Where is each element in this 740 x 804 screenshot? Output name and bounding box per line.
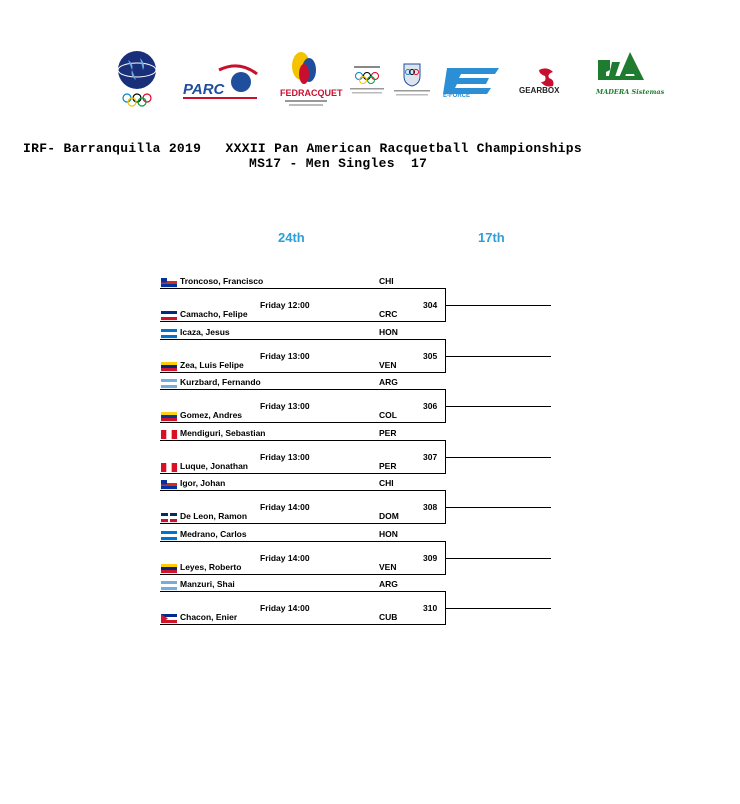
fedracquet-logo-text: FEDRACQUET bbox=[280, 88, 343, 98]
player-row bbox=[160, 309, 445, 322]
winner-line bbox=[445, 558, 551, 559]
player-name: Zea, Luis Felipe bbox=[180, 360, 244, 370]
round-header-second: 17th bbox=[478, 230, 505, 245]
flag-per-icon bbox=[161, 463, 177, 472]
match-number: 308 bbox=[423, 502, 438, 512]
flag-dom-icon bbox=[161, 513, 177, 522]
flag-hon-icon bbox=[161, 531, 177, 540]
player-name: Mendiguri, Sebastian bbox=[180, 428, 266, 438]
player-row bbox=[160, 276, 445, 289]
player-row bbox=[160, 377, 445, 390]
flag-per-icon bbox=[161, 430, 177, 439]
player-row bbox=[160, 529, 445, 542]
player-row bbox=[160, 327, 445, 340]
player-name: Luque, Jonathan bbox=[180, 461, 248, 471]
match-time: Friday 14:00 bbox=[260, 553, 310, 563]
match-time: Friday 13:00 bbox=[260, 401, 310, 411]
tournament-title: IRF- Barranquilla 2019 XXXII Pan American Racquetball Championships bbox=[23, 141, 582, 156]
winner-line bbox=[445, 356, 551, 357]
player-country: HON bbox=[379, 529, 398, 539]
player-row bbox=[160, 562, 445, 575]
player-name: Manzuri, Shai bbox=[180, 579, 235, 589]
player-name: Chacon, Enier bbox=[180, 612, 238, 622]
flag-arg-icon bbox=[161, 581, 177, 590]
flag-hon-icon bbox=[161, 329, 177, 338]
player-country: DOM bbox=[379, 511, 399, 521]
e-force-logo-text: E-FORCE bbox=[443, 93, 470, 99]
flag-chi-icon bbox=[161, 480, 177, 489]
match-time: Friday 12:00 bbox=[260, 300, 310, 310]
player-country: PER bbox=[379, 428, 397, 438]
winner-line bbox=[445, 507, 551, 508]
winner-line bbox=[445, 406, 551, 407]
player-name: Medrano, Carlos bbox=[180, 529, 247, 539]
match-number: 310 bbox=[423, 603, 438, 613]
winner-line bbox=[445, 457, 551, 458]
match-time: Friday 13:00 bbox=[260, 351, 310, 361]
player-name: De Leon, Ramon bbox=[180, 511, 248, 521]
flag-chi-icon bbox=[161, 278, 177, 287]
player-country: ARG bbox=[379, 579, 398, 589]
player-country: CUB bbox=[379, 612, 398, 622]
match-number: 309 bbox=[423, 553, 438, 563]
player-name: Kurzbard, Fernando bbox=[180, 377, 261, 387]
player-row bbox=[160, 461, 445, 474]
flag-arg-icon bbox=[161, 379, 177, 388]
player-country: HON bbox=[379, 327, 398, 337]
player-name: Troncoso, Francisco bbox=[180, 276, 264, 286]
flag-ven-icon bbox=[161, 362, 177, 371]
player-name: Camacho, Felipe bbox=[180, 309, 248, 319]
flag-cub-icon bbox=[161, 614, 177, 623]
player-row bbox=[160, 579, 445, 592]
player-name: Igor, Johan bbox=[180, 478, 226, 488]
player-country: CHI bbox=[379, 276, 394, 286]
match-number: 306 bbox=[423, 401, 438, 411]
gearbox-logo-text: GEARBOX bbox=[519, 86, 560, 95]
player-row bbox=[160, 478, 445, 491]
match-number: 305 bbox=[423, 351, 438, 361]
match-time: Friday 13:00 bbox=[260, 452, 310, 462]
match-number: 307 bbox=[423, 452, 438, 462]
player-name: Icaza, Jesus bbox=[180, 327, 230, 337]
winner-line bbox=[445, 608, 551, 609]
player-row bbox=[160, 428, 445, 441]
player-name: Leyes, Roberto bbox=[180, 562, 242, 572]
player-country: PER bbox=[379, 461, 397, 471]
player-country: ARG bbox=[379, 377, 398, 387]
player-row bbox=[160, 511, 445, 524]
round-header-first: 24th bbox=[278, 230, 305, 245]
flag-col-icon bbox=[161, 412, 177, 421]
flag-ven-icon bbox=[161, 564, 177, 573]
player-country: CRC bbox=[379, 309, 398, 319]
flag-crc-icon bbox=[161, 311, 177, 320]
match-time: Friday 14:00 bbox=[260, 502, 310, 512]
player-name: Gomez, Andres bbox=[180, 410, 243, 420]
winner-line bbox=[445, 305, 551, 306]
madera-logo-text: MADERA Sistemas bbox=[596, 88, 665, 96]
match-number: 304 bbox=[423, 300, 438, 310]
player-row bbox=[160, 360, 445, 373]
event-title: MS17 - Men Singles 17 bbox=[249, 156, 428, 171]
player-country: VEN bbox=[379, 562, 397, 572]
match-time: Friday 14:00 bbox=[260, 603, 310, 613]
player-country: COL bbox=[379, 410, 397, 420]
parc-logo-text: PARC bbox=[183, 81, 225, 98]
player-country: VEN bbox=[379, 360, 397, 370]
player-row bbox=[160, 612, 445, 625]
player-row bbox=[160, 410, 445, 423]
player-country: CHI bbox=[379, 478, 394, 488]
